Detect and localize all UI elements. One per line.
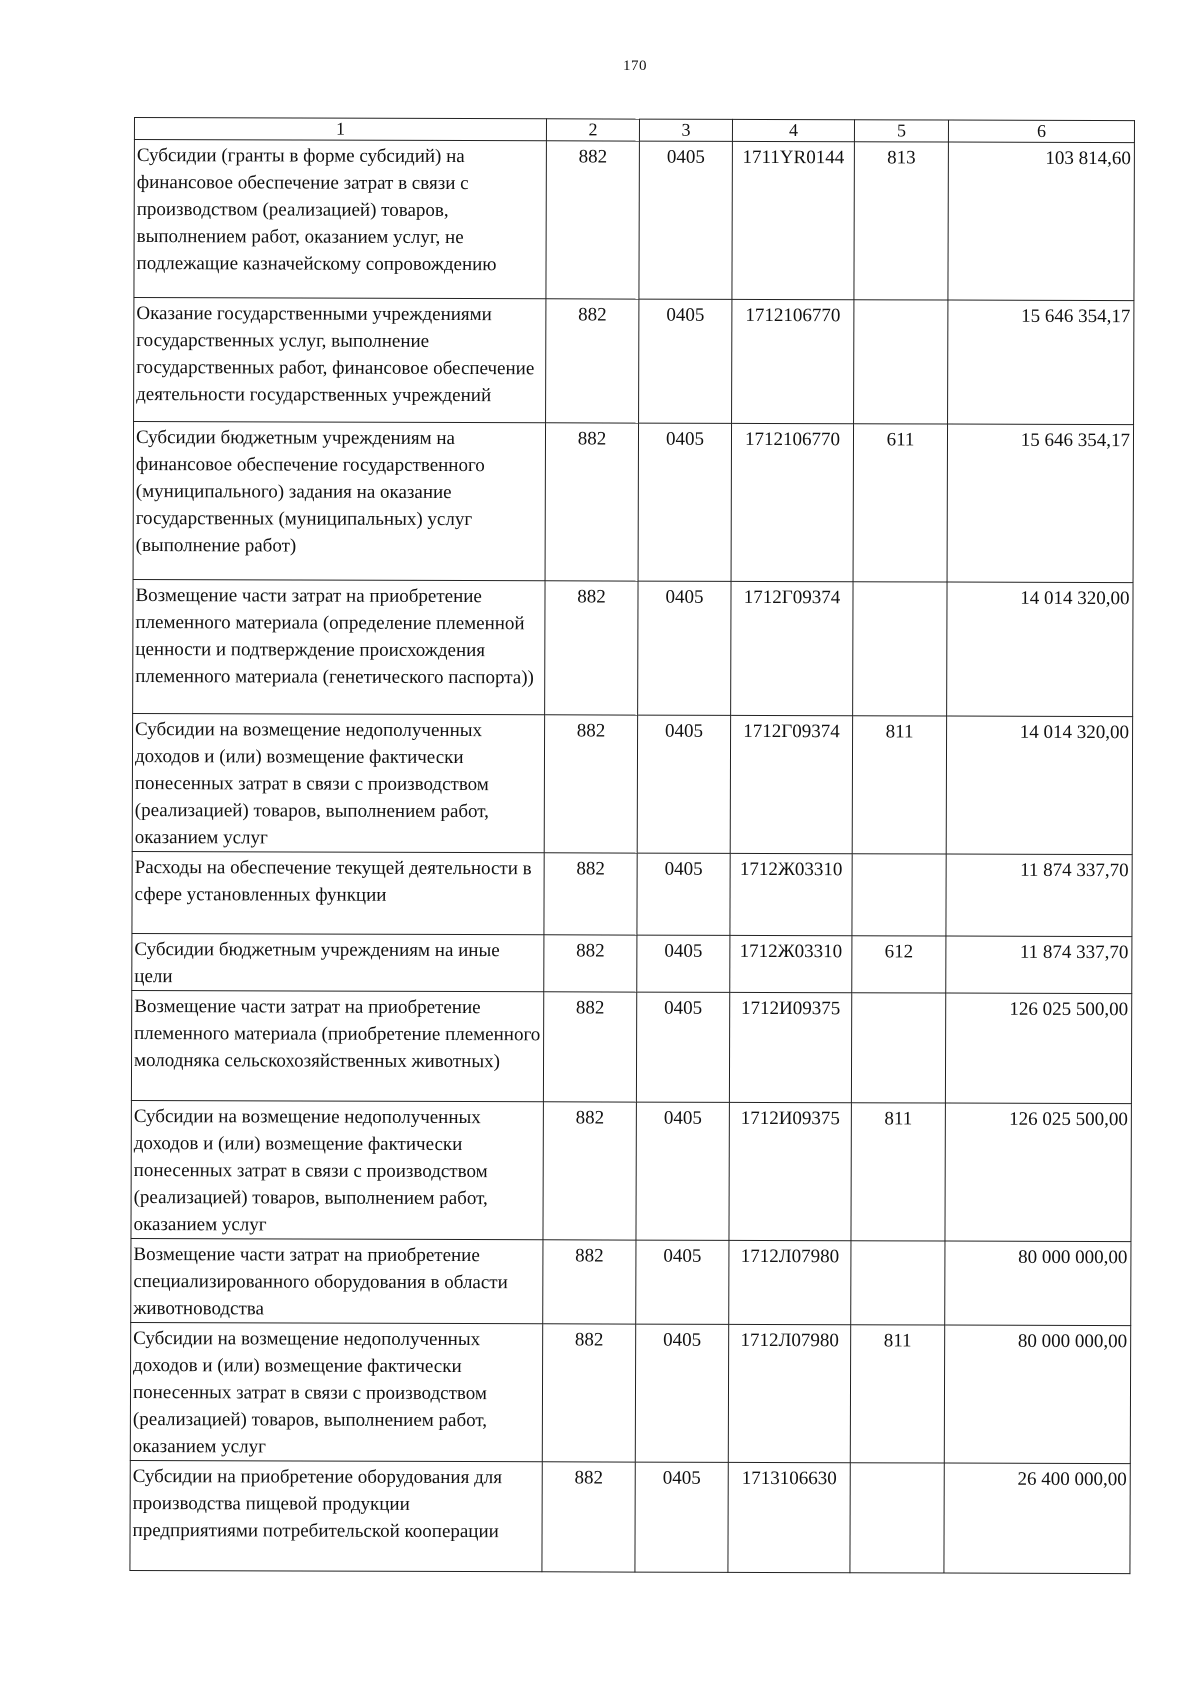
page-number: 170 <box>623 58 647 74</box>
table-row <box>130 1460 1130 1573</box>
column-header-6: 6 <box>948 120 1134 143</box>
table-row <box>134 298 1134 425</box>
table-row <box>133 422 1133 583</box>
amount-cell: 15 646 354,17 <box>948 300 1134 425</box>
expense-type-cell: 813 <box>854 142 948 300</box>
table-row <box>132 851 1132 936</box>
column-number-row <box>134 118 1134 143</box>
amount-cell: 15 646 354,17 <box>947 424 1133 583</box>
target-article-cell: 1712Г09374 <box>730 715 852 853</box>
ministry-code-cell: 882 <box>545 423 638 581</box>
ministry-code-cell: 882 <box>543 992 636 1102</box>
target-article-cell: 1713106630 <box>728 1462 850 1572</box>
expense-type-cell <box>852 854 946 936</box>
expense-type-cell <box>850 1463 944 1573</box>
expense-name-cell: Возмещение части затрат на приобретение племенного материала (определение племенной ценности и подтверждение происхождения племенного материала (генетического паспорта)) <box>133 579 545 714</box>
section-code-cell: 0405 <box>637 715 730 853</box>
section-code-cell: 0405 <box>636 992 729 1102</box>
section-code-cell: 0405 <box>639 141 732 299</box>
ministry-code-cell: 882 <box>543 1102 636 1240</box>
table-row <box>131 1100 1131 1241</box>
expense-type-cell: 611 <box>853 424 947 582</box>
expense-name-cell: Оказание государственными учреждениями государственных услуг, выполнение государственных работ, финансовое обеспечение деятельности государственных учреждений <box>134 298 546 423</box>
section-code-cell: 0405 <box>636 1240 729 1324</box>
ministry-code-cell: 882 <box>546 141 639 299</box>
amount-cell: 80 000 000,00 <box>945 1241 1131 1326</box>
amount-cell: 126 025 500,00 <box>945 1103 1131 1242</box>
ministry-code-cell: 882 <box>544 935 637 992</box>
table-row <box>133 579 1133 716</box>
expense-name-cell: Субсидии на возмещение недополученных доходов и (или) возмещение фактически понесенных затрат в связи с производством (реализацией) товаров, выполнением работ, оказанием услуг <box>130 1322 542 1461</box>
expense-name-cell: Расходы на обеспечение текущей деятельности в сфере установленных функции <box>132 851 544 934</box>
target-article-cell: 1712Л07980 <box>728 1324 850 1462</box>
budget-table-body <box>130 118 1135 1574</box>
expense-type-cell: 811 <box>850 1325 944 1463</box>
table-row <box>130 1322 1130 1463</box>
ministry-code-cell: 882 <box>542 1462 635 1572</box>
ministry-code-cell: 882 <box>544 715 637 853</box>
section-code-cell: 0405 <box>635 1324 728 1462</box>
expense-type-cell <box>851 993 945 1103</box>
target-article-cell: 1712106770 <box>732 299 854 423</box>
column-header-1: 1 <box>134 118 546 141</box>
target-article-cell: 1711YR0144 <box>732 141 854 299</box>
budget-table <box>129 117 1135 1574</box>
expense-name-cell: Субсидии на возмещение недополученных доходов и (или) возмещение фактически понесенных затрат в связи с производством (реализацией) товаров, выполнением работ, оказанием услуг <box>131 1100 543 1239</box>
amount-cell: 26 400 000,00 <box>944 1463 1130 1574</box>
ministry-code-cell: 882 <box>546 299 639 423</box>
section-code-cell: 0405 <box>636 1102 729 1240</box>
section-code-cell: 0405 <box>637 853 730 935</box>
ministry-code-cell: 882 <box>545 581 638 715</box>
expense-type-cell <box>853 582 947 716</box>
expense-name-cell: Субсидии на приобретение оборудования для производства пищевой продукции предприятиями потребительской кооперации <box>130 1460 542 1571</box>
table-row <box>131 990 1131 1103</box>
expense-type-cell: 811 <box>851 1103 945 1241</box>
expense-name-cell: Возмещение части затрат на приобретение специализированного оборудования в области животноводства <box>131 1238 543 1323</box>
target-article-cell: 1712Г09374 <box>731 581 853 715</box>
amount-cell: 80 000 000,00 <box>944 1325 1130 1464</box>
table-row <box>131 1238 1131 1325</box>
expense-type-cell: 612 <box>852 936 946 993</box>
section-code-cell: 0405 <box>638 423 731 581</box>
section-code-cell: 0405 <box>635 1462 728 1572</box>
column-header-3: 3 <box>639 119 732 141</box>
ministry-code-cell: 882 <box>544 853 637 935</box>
target-article-cell: 1712Л07980 <box>729 1240 851 1324</box>
amount-cell: 11 874 337,70 <box>946 854 1132 937</box>
section-code-cell: 0405 <box>639 299 732 423</box>
expense-type-cell <box>854 300 948 424</box>
ministry-code-cell: 882 <box>543 1240 636 1324</box>
column-header-5: 5 <box>854 120 948 142</box>
amount-cell: 11 874 337,70 <box>946 936 1132 994</box>
amount-cell: 14 014 320,00 <box>946 716 1132 855</box>
expense-name-cell: Субсидии на возмещение недополученных доходов и (или) возмещение фактически понесенных затрат в связи с производством (реализацией) товаров, выполнением работ, оказанием услуг <box>132 713 544 852</box>
target-article-cell: 1712И09375 <box>729 1102 851 1240</box>
expense-name-cell: Возмещение части затрат на приобретение племенного материала (приобретение племенного молодняка сельскохозяйственных животных) <box>131 990 543 1101</box>
amount-cell: 14 014 320,00 <box>947 582 1133 717</box>
target-article-cell: 1712И09375 <box>729 992 851 1102</box>
target-article-cell: 1712106770 <box>731 423 853 581</box>
amount-cell: 126 025 500,00 <box>945 993 1131 1104</box>
target-article-cell: 1712Ж03310 <box>730 935 852 992</box>
table-row <box>134 140 1134 301</box>
amount-cell: 103 814,60 <box>948 142 1134 301</box>
column-header-4: 4 <box>732 119 854 141</box>
section-code-cell: 0405 <box>638 581 731 715</box>
expense-type-cell <box>851 1241 945 1325</box>
table-row <box>132 713 1132 854</box>
expense-name-cell: Субсидии (гранты в форме субсидий) на финансовое обеспечение затрат в связи с производством (реализацией) товаров, выполнением работ, оказанием услуг, не подлежащие казначейскому сопровождению <box>134 140 546 299</box>
column-header-2: 2 <box>546 119 639 141</box>
section-code-cell: 0405 <box>637 935 730 992</box>
expense-name-cell: Субсидии бюджетным учреждениям на иные цели <box>132 933 544 991</box>
expense-name-cell: Субсидии бюджетным учреждениям на финансовое обеспечение государственного (муниципального) задания на оказание государственных (муниципальных) услуг (выполнение работ) <box>133 422 545 581</box>
table-row <box>132 933 1132 993</box>
ministry-code-cell: 882 <box>542 1324 635 1462</box>
target-article-cell: 1712Ж03310 <box>730 853 852 935</box>
expense-type-cell: 811 <box>852 716 946 854</box>
